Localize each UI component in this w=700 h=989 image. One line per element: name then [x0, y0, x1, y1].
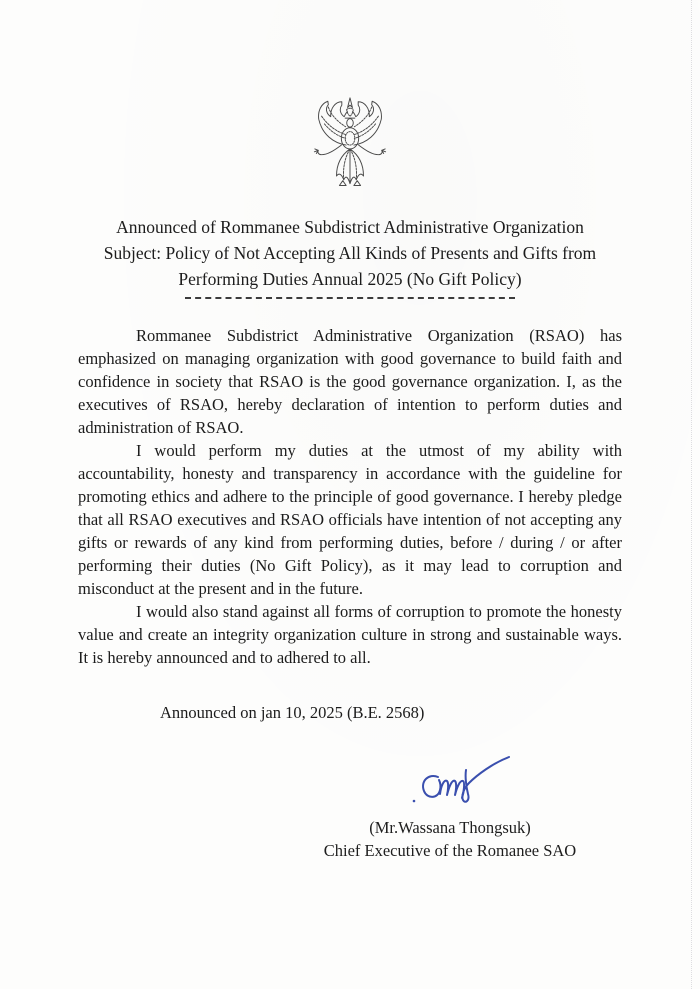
- signature-ink-dot: [413, 800, 416, 803]
- header-line-subject: Subject: Policy of Not Accepting All Kinds of Presents and Gifts from: [103, 243, 597, 263]
- paragraph-anticorruption: I would also stand against all forms of corruption to promote the honesty value and create an integrity organization culture in strong and sustainable ways. It is hereby announced and to adhered to all.: [78, 602, 622, 667]
- paragraph-declaration: Rommanee Subdistrict Administrative Organization (RSAO) has emphasized on managing organization with good governance to build faith and confidence in society that RSAO is the good governance organization. I, as the executives of RSAO, hereby declaration of intention to perform duties and administration of RSAO.: [78, 326, 622, 437]
- signatory-name: (Mr.Wassana Thongsuk): [369, 818, 531, 837]
- header-line-subject-cont: Performing Duties Annual 2025 (No Gift Policy): [178, 269, 522, 289]
- emblem-container: [0, 0, 700, 199]
- dashed-divider: [185, 297, 515, 299]
- document-body: [78, 324, 622, 669]
- signature-block: [300, 748, 600, 862]
- signatory-title: Chief Executive of the Romanee SAO: [323, 841, 577, 860]
- header-line-announced: Announced of Rommanee Subdistrict Administrative Organization: [116, 217, 584, 237]
- scan-artifact-line: [691, 0, 692, 989]
- garuda-emblem-icon: [292, 95, 408, 199]
- document-header: [0, 214, 700, 292]
- announcement-date: Announced on jan 10, 2025 (B.E. 2568): [160, 703, 425, 722]
- signature-ink-image: [405, 748, 515, 808]
- paragraph-pledge: I would perform my duties at the utmost of my ability with accountability, honesty and transparency in accordance with the guideline for promoting ethics and adhere to the principle of good governance. I hereby pledge that all RSAO executives and RSAO officials have intention of not accepting any gifts or rewards of any kind from performing duties, before / during / or after performing their duties (No Gift Policy), as it may lead to corruption and misconduct at the present and in the future.: [78, 441, 622, 598]
